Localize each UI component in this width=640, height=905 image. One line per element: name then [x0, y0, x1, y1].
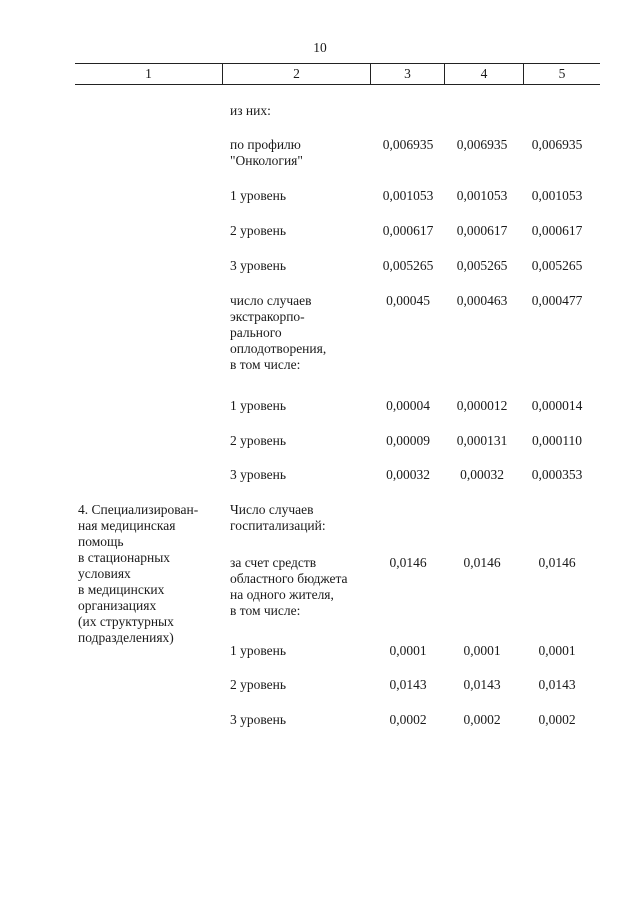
value-col-5: 0,001053	[531, 188, 583, 203]
value-col-5: 0,0001	[538, 643, 576, 658]
value-col-5: 0,000353	[531, 467, 583, 482]
value-col-3: 0,0002	[389, 712, 427, 727]
row-label: Число случаев госпитализаций:	[230, 502, 326, 533]
header-col-3: 3	[404, 66, 411, 81]
row-label: 3 уровень	[230, 712, 287, 727]
row-label: 1 уровень	[230, 643, 287, 658]
value-col-3: 0,00045	[386, 293, 430, 308]
value-col-5: 0,0143	[538, 677, 576, 692]
row-label: число случаев экстракорпо- рального оплодотворения, в том числе:	[230, 293, 327, 372]
row-label: 2 уровень	[230, 677, 287, 692]
row-label: по профилю "Онкология"	[230, 137, 303, 168]
value-col-4: 0,0002	[463, 712, 501, 727]
value-col-3: 0,005265	[382, 258, 434, 273]
value-col-4: 0,00032	[460, 467, 504, 482]
value-col-3: 0,0146	[389, 555, 427, 570]
value-col-4: 0,0143	[463, 677, 501, 692]
row-label: 3 уровень	[230, 467, 287, 482]
value-col-5: 0,000014	[531, 398, 583, 413]
value-col-5: 0,0002	[538, 712, 576, 727]
row-label: 3 уровень	[230, 258, 287, 273]
value-col-4: 0,0001	[463, 643, 501, 658]
value-col-5: 0,000477	[531, 293, 583, 308]
table-header	[75, 63, 600, 85]
header-col-2: 2	[293, 66, 300, 81]
value-col-5: 0,006935	[531, 137, 583, 152]
value-col-5: 0,000617	[531, 223, 583, 238]
row-label: 1 уровень	[230, 398, 287, 413]
row-label: из них:	[230, 103, 271, 118]
value-col-4: 0,000131	[456, 433, 508, 448]
value-col-4: 0,006935	[456, 137, 508, 152]
value-col-3: 0,0143	[389, 677, 427, 692]
page-number: 10	[313, 40, 327, 55]
value-col-3: 0,000617	[382, 223, 434, 238]
value-col-4: 0,0146	[463, 555, 501, 570]
value-col-3: 0,006935	[382, 137, 434, 152]
value-col-4: 0,000617	[456, 223, 508, 238]
header-col-1: 1	[145, 66, 152, 81]
value-col-3: 0,00032	[386, 467, 430, 482]
value-col-3: 0,001053	[382, 188, 434, 203]
row-label: 1 уровень	[230, 188, 287, 203]
section-title: 4. Специализирован- ная медицинская помощь в стационарных условиях в медицинских организациях (их структурных подразделениях)	[78, 502, 199, 645]
value-col-5: 0,000110	[531, 433, 583, 448]
value-col-3: 0,00004	[386, 398, 430, 413]
value-col-4: 0,005265	[456, 258, 508, 273]
value-col-3: 0,00009	[386, 433, 430, 448]
value-col-4: 0,000012	[456, 398, 508, 413]
value-col-5: 0,005265	[531, 258, 583, 273]
header-col-4: 4	[480, 66, 488, 81]
value-col-4: 0,001053	[456, 188, 508, 203]
row-label: за счет средств областного бюджета на одного жителя, в том числе:	[230, 555, 348, 618]
row-label: 2 уровень	[230, 223, 287, 238]
header-col-5: 5	[558, 66, 566, 81]
row-label: 2 уровень	[230, 433, 287, 448]
value-col-4: 0,000463	[456, 293, 508, 308]
value-col-5: 0,0146	[538, 555, 576, 570]
value-col-3: 0,0001	[389, 643, 427, 658]
